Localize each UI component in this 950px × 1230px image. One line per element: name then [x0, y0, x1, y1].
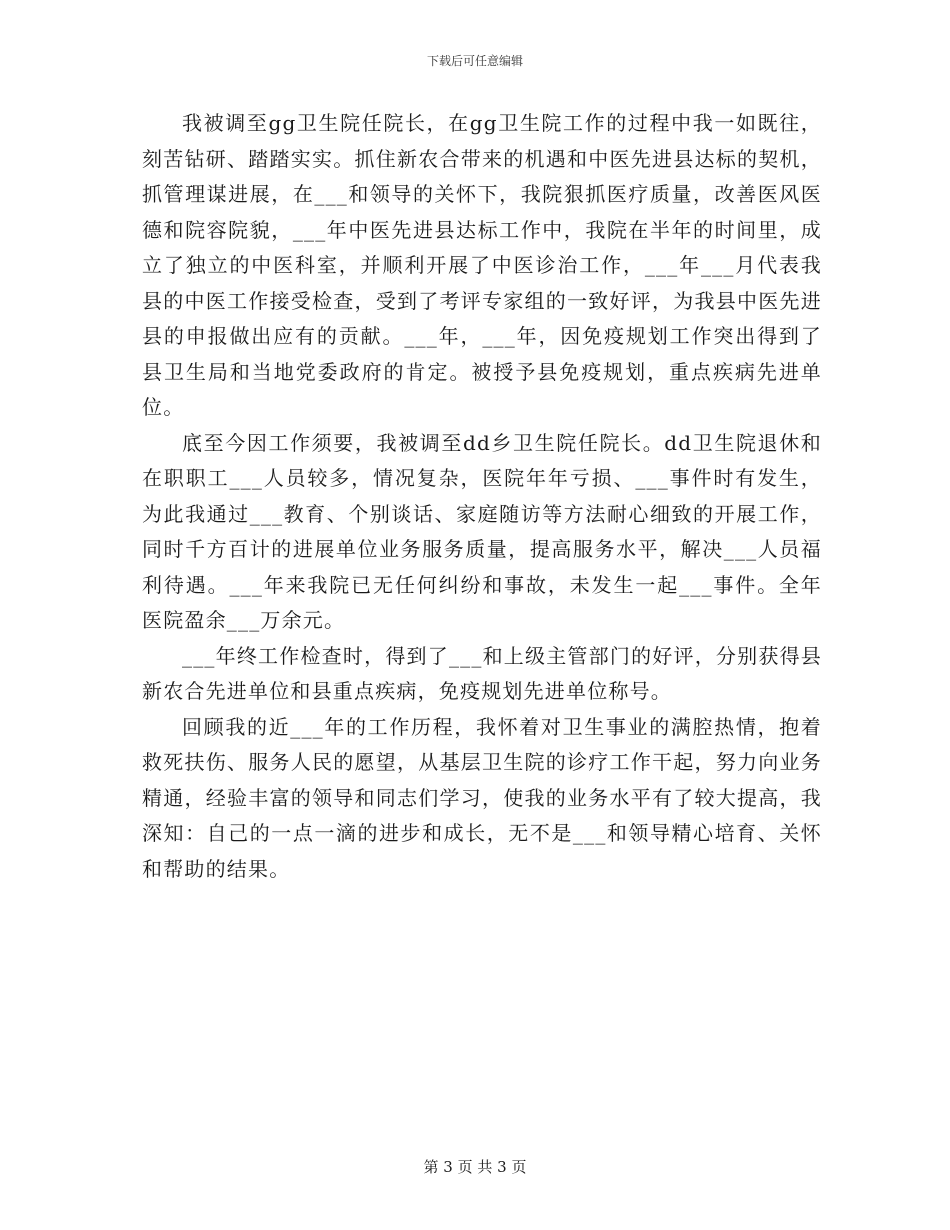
- paragraph-4: 回顾我的近___年的工作历程，我怀着对卫生事业的满腔热情，抱着救死扶伤、服务人民的愿望，从基层卫生院的诊疗工作干起，努力向业务精通，经验丰富的领导和同志们学习，使我的业务水平有了较大提高，我深知：自己的一点一滴的进步和成长，无不是___和领导精心培育、关怀和帮助的结果。: [142, 714, 822, 881]
- page-footer: [0, 1157, 950, 1177]
- paragraph-3: ___年终工作检查时，得到了___和上级主管部门的好评，分别获得县新农合先进单位和县重点疾病，免疫规划先进单位称号。: [142, 643, 822, 703]
- page-header: [0, 53, 950, 69]
- page-number-label: 第 3 页 共 3 页: [423, 1158, 527, 1176]
- paragraph-1: 我被调至gg卫生院任院长，在gg卫生院工作的过程中我一如既往，刻苦钻研、踏踏实实。抓住新农合带来的机遇和中医先进县达标的契机，抓管理谋进展，在___和领导的关怀下，我院狠抓医疗质量，改善医风医德和院容院貌，___年中医先进县达标工作中，我院在半年的时间里，成立了独立的中医科室，并顺利开展了中医诊治工作，___年___月代表我县的中医工作接受检查，受到了考评专家组的一致好评，为我县中医先进县的申报做出应有的贡献。___年，___年，因免疫规划工作突出得到了县卫生局和当地党委政府的肯定。被授予县免疫规划，重点疾病先进单位。: [142, 111, 822, 419]
- paragraph-2: 底至今因工作须要，我被调至dd乡卫生院任院长。dd卫生院退休和在职职工___人员较多，情况复杂，医院年年亏损、___事件时有发生，为此我通过___教育、个别谈话、家庭随访等方法耐心细致的开展工作，同时千方百计的进展单位业务服务质量，提高服务水平，解决___人员福利待遇。___年来我院已无任何纠纷和事故，未发生一起___事件。全年医院盈余___万余元。: [142, 430, 822, 632]
- document-body: [142, 106, 822, 887]
- header-text: 下载后可任意编辑: [426, 54, 523, 68]
